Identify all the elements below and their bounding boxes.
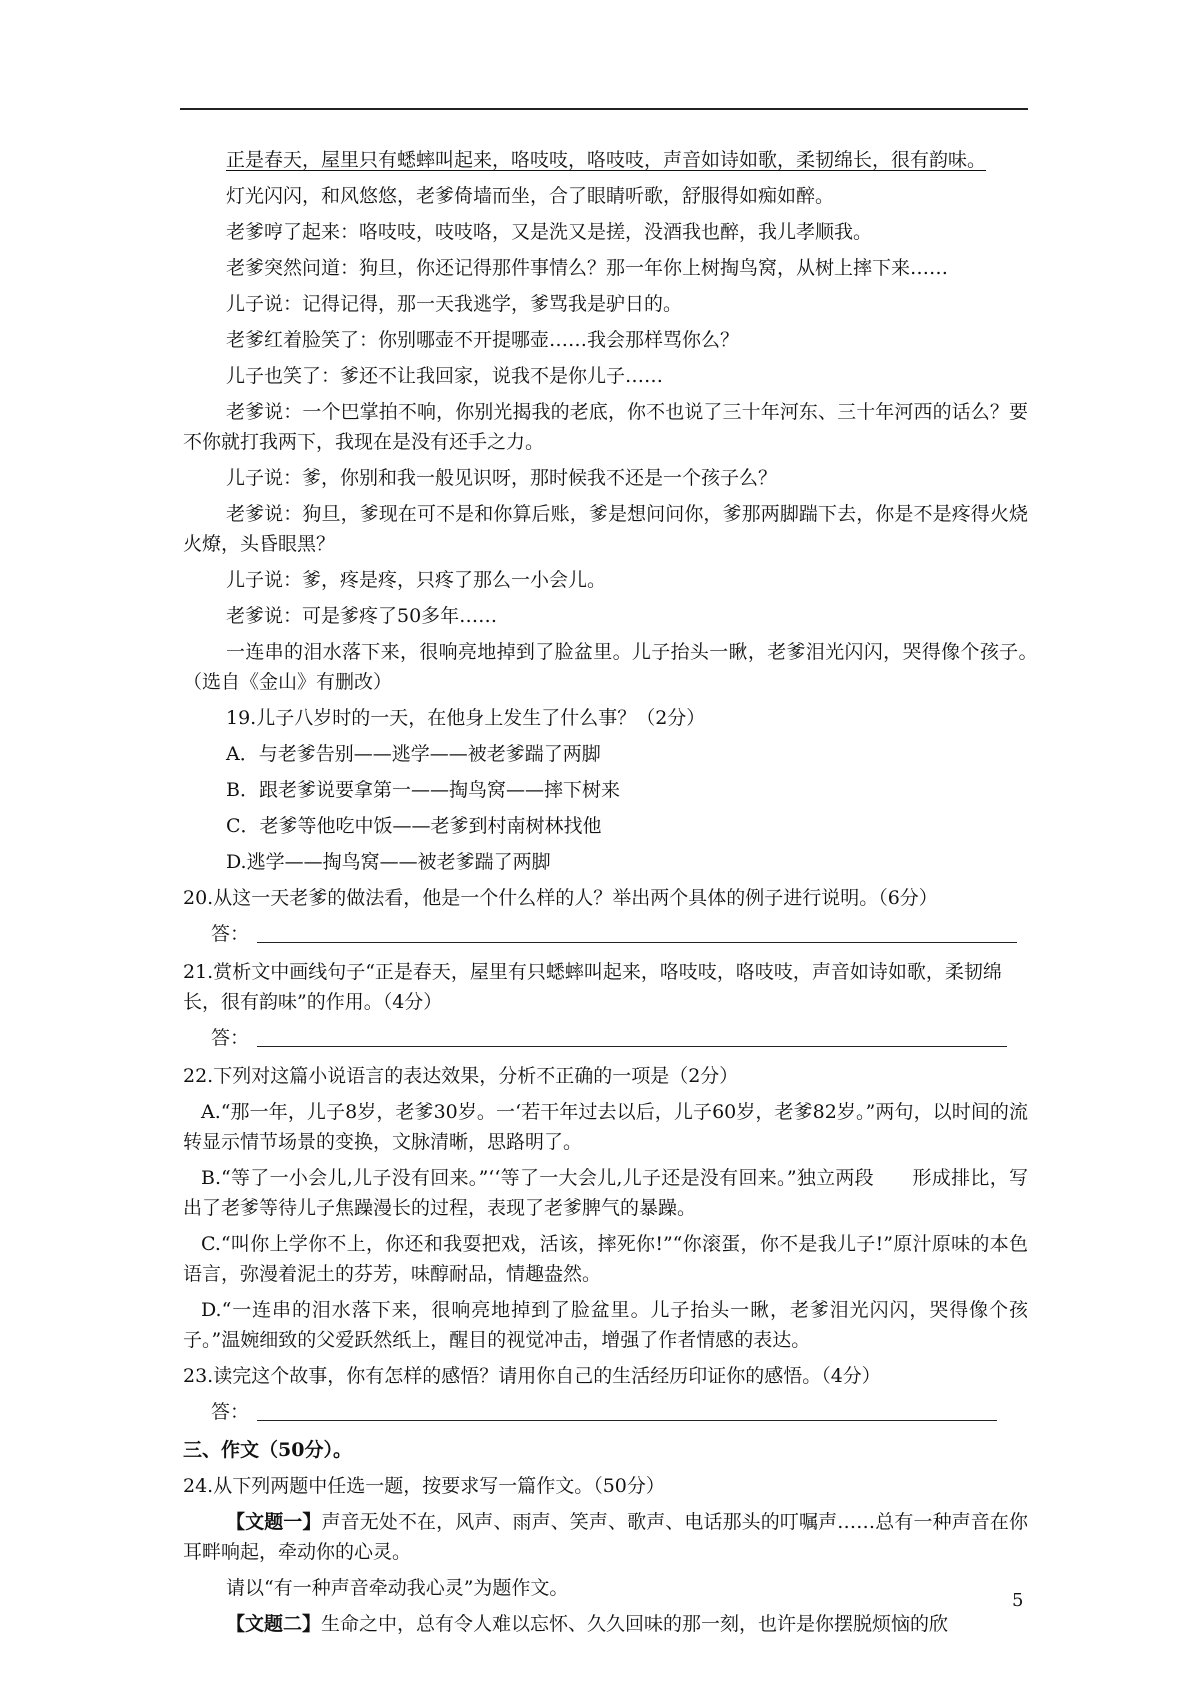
- q19-option-c: C．老爹等他吃中饭——老爹到村南树林找他: [226, 815, 602, 837]
- q20-answer-row: [183, 919, 1028, 949]
- topic-1-prompt: 请以“有一种声音牵动我心灵”为题作文。: [226, 1577, 569, 1599]
- story-paragraph-underlined: 正是春天，屋里只有蟋蟀叫起来，咯吱吱，咯吱吱，声音如诗如歌，柔韧绵长，很有韵味。: [226, 149, 987, 171]
- story-paragraph: 儿子说：爹，你别和我一般见识呀，那时候我不还是一个孩子么？: [226, 467, 778, 489]
- topic-1: 【文题一】声音无处不在，风声、雨声、笑声、歌声、电话那头的叮嘱声……总有一种声音在你耳畔响起，牵动你的心灵。: [183, 1511, 1028, 1563]
- q23-answer-row: [183, 1397, 1028, 1427]
- story-paragraph: 儿子也笑了：爹还不让我回家，说我不是你儿子……: [226, 365, 664, 387]
- q21-answer-row: [183, 1023, 1028, 1053]
- topic-1-label: 【文题一】: [226, 1511, 322, 1533]
- q19-option-d: D.逃学——掏鸟窝——被老爹踹了两脚: [226, 851, 551, 873]
- question-22: 22.下列对这篇小说语言的表达效果，分析不正确的一项是（2分）: [183, 1065, 739, 1087]
- story-paragraph: 老爹哼了起来：咯吱吱，吱吱咯，又是洗又是搓，没酒我也醉，我儿孝顺我。: [226, 221, 873, 243]
- section-title-composition: 三、作文（50分）。: [183, 1439, 352, 1461]
- q21-answer-line[interactable]: [257, 1046, 1007, 1047]
- question-19: 19.儿子八岁时的一天，在他身上发生了什么事？（2分）: [226, 707, 706, 729]
- q20-answer-line[interactable]: [257, 942, 1017, 943]
- question-21: 21.赏析文中画线句子“正是春天，屋里有只蟋蟀叫起来，咯吱吱，咯吱吱，声音如诗如歌，柔韧绵长，很有韵味”的作用。（4分）: [183, 961, 1002, 1013]
- q22-option-c: C.“叫你上学你不上，你还和我耍把戏，活该，摔死你!”“你滚蛋，你不是我儿子!”原汁原味的本色语言，弥漫着泥土的芬芳，味醇耐品，情趣盎然。: [183, 1233, 1028, 1285]
- q22-option-a: A.“那一年，儿子8岁，老爹30岁。一‘若干年过去以后，儿子60岁，老爹82岁。”两句，以时间的流转显示情节场景的变换，文脉清晰，思路明了。: [183, 1101, 1028, 1153]
- q22-option-d: D.“一连串的泪水落下来，很响亮地掉到了脸盆里。儿子抬头一瞅，老爹泪光闪闪，哭得像个孩子。”温婉细致的父爱跃然纸上，醒目的视觉冲击，增强了作者情感的表达。: [183, 1299, 1028, 1351]
- topic-2-label: 【文题二】: [226, 1613, 322, 1635]
- question-20: 20.从这一天老爹的做法看，他是一个什么样的人？举出两个具体的例子进行说明。（6分）: [183, 887, 938, 909]
- story-paragraph: 老爹红着脸笑了：你别哪壶不开提哪壶……我会那样骂你么？: [226, 329, 740, 351]
- header-rule: [180, 108, 1028, 110]
- question-23: 23.读完这个故事，你有怎样的感悟？请用你自己的生活经历印证你的感悟。（4分）: [183, 1365, 881, 1387]
- q22-option-b: B.“等了一小会儿,儿子没有回来。”‘‘等了一大会儿,儿子还是没有回来。”独立两段 形成排比，写出了老爹等待儿子焦躁漫长的过程，表现了老爹脾气的暴躁。: [183, 1167, 1028, 1219]
- story-paragraph: 灯光闪闪，和风悠悠，老爹倚墙而坐，合了眼睛听歌，舒服得如痴如醉。: [226, 185, 835, 207]
- story-paragraph-final: 一连串的泪水落下来，很响亮地掉到了脸盆里。儿子抬头一瞅，老爹泪光闪闪，哭得像个孩子。 （选自《金山》有删改）: [183, 641, 1028, 693]
- q21-answer-label: 答：: [211, 1027, 250, 1049]
- q19-option-b: B．跟老爹说要拿第一——掏鸟窝——摔下树来: [226, 779, 620, 801]
- story-paragraph: 老爹说：可是爹疼了50多年……: [226, 605, 498, 627]
- page-content: [183, 145, 1028, 1645]
- story-paragraph: 老爹说：一个巴掌拍不响，你别光揭我的老底，你不也说了三十年河东、三十年河西的话么？要不你就打我两下，我现在是没有还手之力。: [183, 401, 1028, 453]
- topic-2: 【文题二】生命之中，总有令人难以忘怀、久久回味的那一刻，也许是你摆脱烦恼的欣: [226, 1613, 949, 1635]
- q23-answer-label: 答：: [211, 1401, 250, 1423]
- story-paragraph: 儿子说：记得记得，那一天我逃学，爹骂我是驴日的。: [226, 293, 683, 315]
- story-paragraph: 老爹突然问道：狗旦，你还记得那件事情么？那一年你上树掏鸟窝，从树上摔下来……: [226, 257, 949, 279]
- q19-option-a: A．与老爹告别——逃学——被老爹踹了两脚: [226, 743, 601, 765]
- page-number: 5: [1012, 1590, 1024, 1611]
- q20-answer-label: 答：: [211, 923, 250, 945]
- story-paragraph: 老爹说：狗旦，爹现在可不是和你算后账，爹是想问问你，爹那两脚踹下去，你是不是疼得火烧火燎，头昏眼黑？: [183, 503, 1028, 555]
- question-24: 24.从下列两题中任选一题，按要求写一篇作文。（50分）: [183, 1475, 665, 1497]
- q23-answer-line[interactable]: [257, 1420, 997, 1421]
- story-paragraph: 儿子说：爹，疼是疼，只疼了那么一小会儿。: [226, 569, 607, 591]
- story-source: （选自《金山》有删改）: [183, 671, 393, 693]
